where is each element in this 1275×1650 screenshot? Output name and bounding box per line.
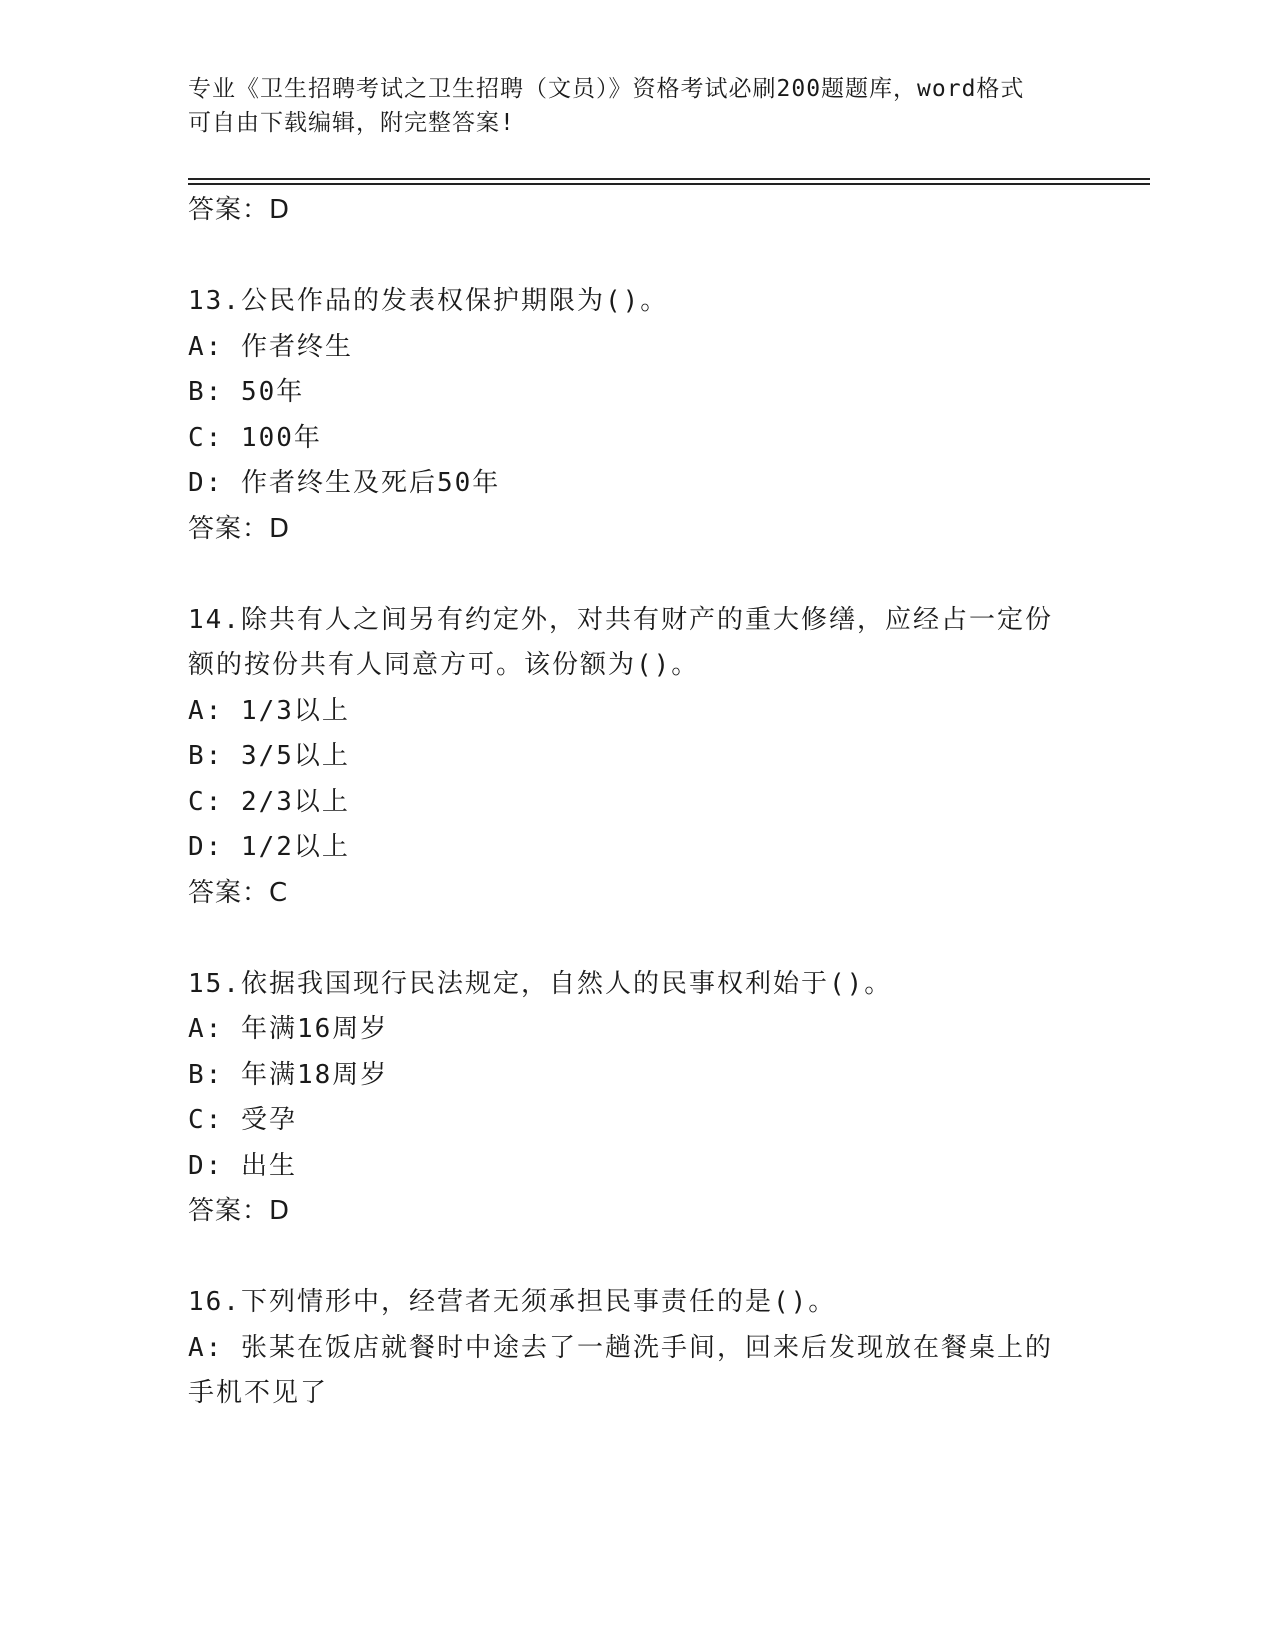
answer: 答案：D xyxy=(188,1196,291,1226)
question-stem-line-2: 额的按份共有人同意方可。该份额为()。 xyxy=(188,650,700,680)
option-a-line-2: 手机不见了 xyxy=(188,1378,329,1408)
question-14 xyxy=(188,598,1088,917)
spacer xyxy=(188,552,1088,598)
header-line-1: 专业《卫生招聘考试之卫生招聘（文员）》资格考试必刷200题题库，word格式 xyxy=(188,76,1025,102)
option-d: D: 出生 xyxy=(188,1150,297,1181)
header-divider-bottom xyxy=(188,183,1150,185)
option-a-line-1: A: 张某在饭店就餐时中途去了一趟洗手间，回来后发现放在餐桌上的 xyxy=(188,1332,1053,1363)
question-13 xyxy=(188,279,1088,552)
document-header xyxy=(188,72,1088,140)
previous-answer: 答案：D xyxy=(188,195,291,225)
document-content xyxy=(188,188,1088,1417)
header-line-2: 可自由下载编辑，附完整答案! xyxy=(188,110,515,136)
option-a: A: 作者终生 xyxy=(188,331,353,362)
option-b: B: 年满18周岁 xyxy=(188,1059,389,1090)
question-stem: 16.下列情形中，经营者无须承担民事责任的是()。 xyxy=(188,1287,837,1317)
question-stem: 13.公民作品的发表权保护期限为()。 xyxy=(188,286,669,316)
option-d: D: 作者终生及死后50年 xyxy=(188,468,501,498)
spacer xyxy=(188,234,1088,280)
header-divider-top xyxy=(188,178,1150,180)
option-c: C: 100年 xyxy=(188,422,322,453)
option-b: B: 50年 xyxy=(188,377,305,407)
option-d: D: 1/2以上 xyxy=(188,832,350,862)
answer: 答案：D xyxy=(188,513,291,544)
option-b: B: 3/5以上 xyxy=(188,741,350,771)
question-16 xyxy=(188,1280,1088,1417)
spacer xyxy=(188,916,1088,962)
question-stem: 15.依据我国现行民法规定，自然人的民事权利始于()。 xyxy=(188,968,893,999)
option-a: A: 年满16周岁 xyxy=(188,1014,389,1044)
question-stem-line-1: 14.除共有人之间另有约定外，对共有财产的重大修缮，应经占一定份 xyxy=(188,604,1053,635)
answer: 答案：C xyxy=(188,877,289,908)
option-c: C: 2/3以上 xyxy=(188,786,350,817)
option-c: C: 受孕 xyxy=(188,1105,297,1135)
question-15 xyxy=(188,962,1088,1235)
spacer xyxy=(188,1235,1088,1281)
option-a: A: 1/3以上 xyxy=(188,695,350,726)
